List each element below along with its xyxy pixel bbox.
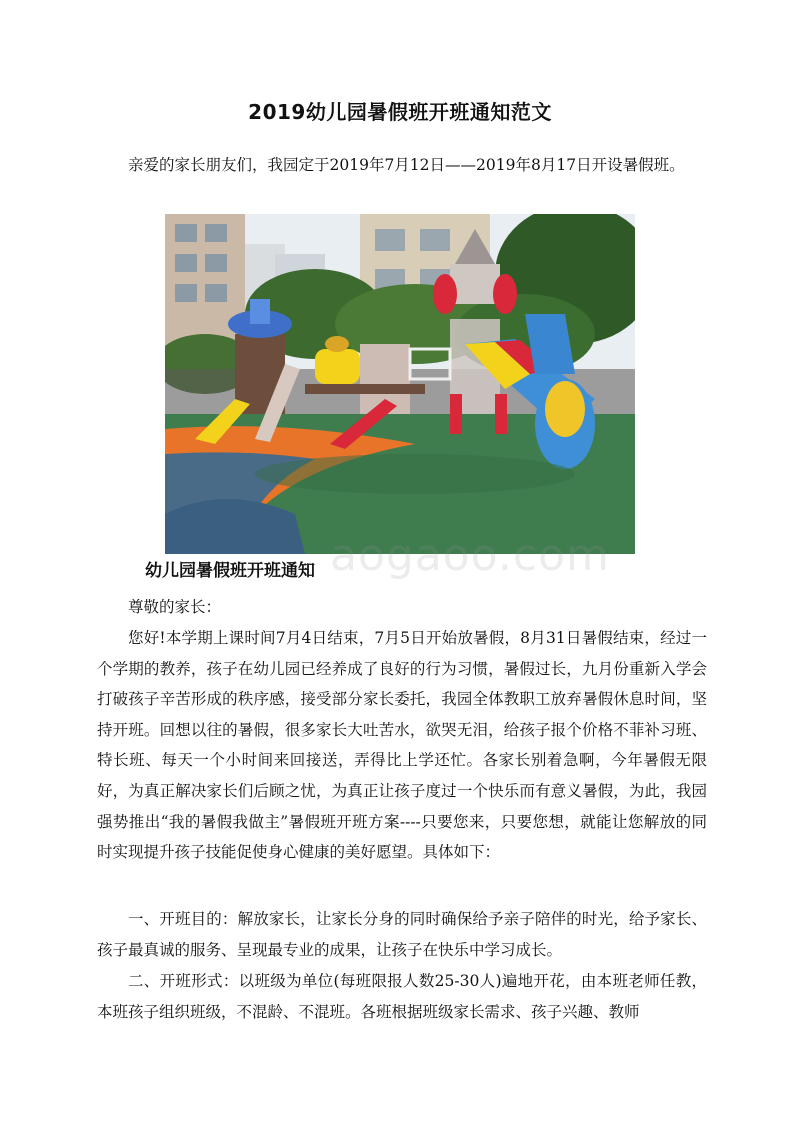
section-subheading: 幼儿园暑假班开班通知	[145, 561, 315, 581]
intro-paragraph: 亲爱的家长朋友们，我园定于2019年7月12日——2019年8月17日开设暑假班。	[128, 156, 685, 174]
document-title: 2019幼儿园暑假班开班通知范文	[248, 100, 552, 124]
greeting: 尊敬的家长：	[128, 598, 222, 616]
watermark: aogaoo.com	[330, 530, 610, 581]
playground-photo	[165, 214, 635, 554]
section-2-paragraph: 二、开班形式：以班级为单位(每班限报人数25-30人)遍地开花，由本班老师任教，本班孩子组织班级，不混龄、不混班。各班根据班级家长需求、孩子兴趣、教师	[97, 972, 707, 1021]
section-1-paragraph: 一、开班目的：解放家长，让家长分身的同时确保给予亲子陪伴的时光，给予家长、孩子最真诚的服务、呈现最专业的成果，让孩子在快乐中学习成长。	[97, 910, 707, 959]
body-paragraph: 您好!本学期上课时间7月4日结束，7月5日开始放暑假，8月31日暑假结束，经过一个学期的教养，孩子在幼儿园已经养成了良好的行为习惯，暑假过长，九月份重新入学会打破孩子辛苦形成的秩序感，接受部分家长委托，我园全体教职工放弃暑假休息时间，坚持开班。回想以往的暑假，很多家长大吐苦水，欲哭无泪，给孩子报个价格不菲补习班、特长班、每天一个小时间来回接送，弄得比上学还忙。各家长别着急啊，今年暑假无限好，为真正解决家长们后顾之忧，为真正让孩子度过一个快乐而有意义暑假，为此，我园强势推出“我的暑假我做主”暑假班开班方案----只要您来，只要您想，就能让您解放的同时实现提升孩子技能促使身心健康的美好愿望。具体如下：	[97, 629, 707, 862]
